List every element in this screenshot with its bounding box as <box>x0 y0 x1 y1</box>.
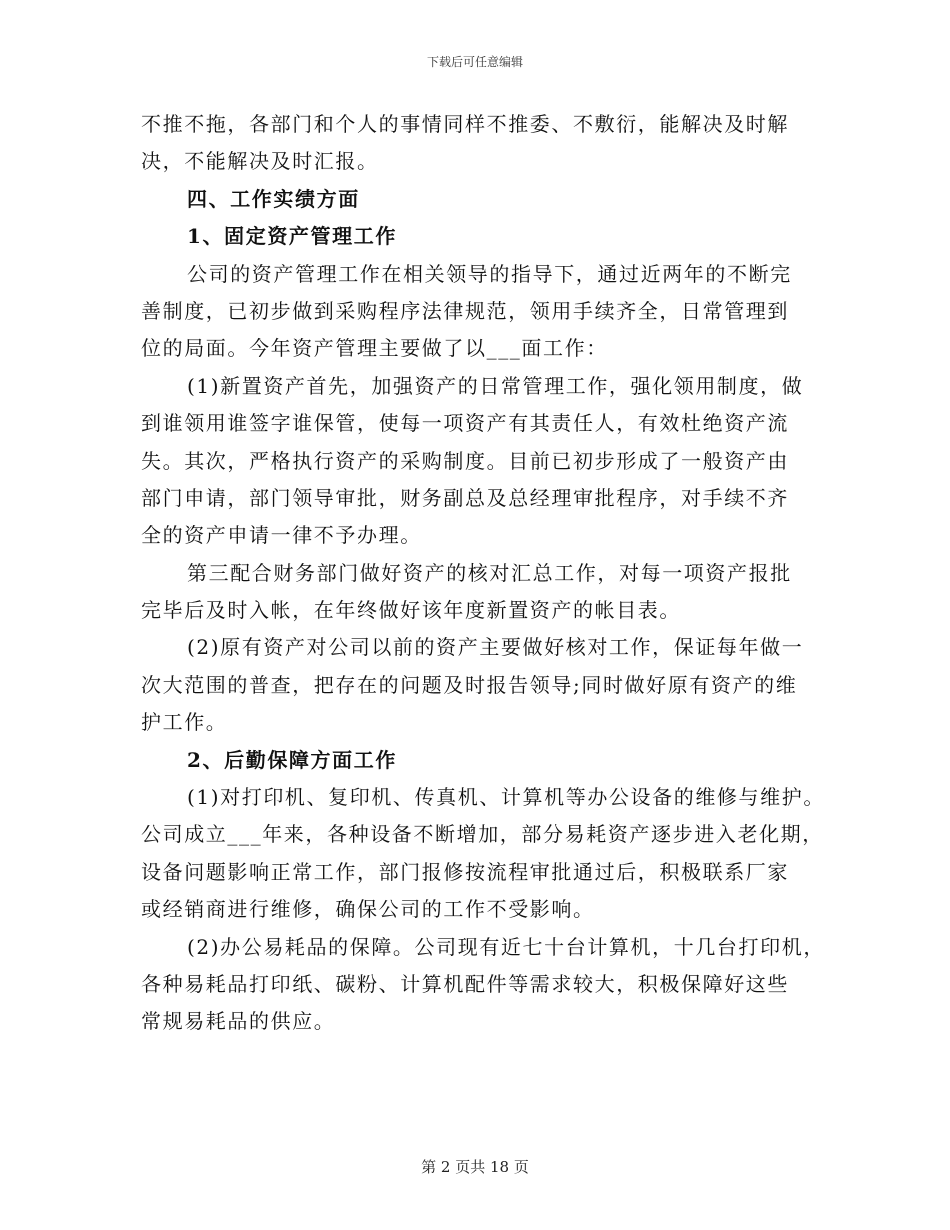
body-line: 失。其次，严格执行资产的采购制度。目前已初步形成了一般资产由 <box>141 448 789 473</box>
subsection-heading: 2、后勤保障方面工作 <box>187 747 397 772</box>
body-line: (2)办公易耗品的保障。公司现有近七十台计算机，十几台打印机， <box>187 934 825 959</box>
body-line: 决，不能解决及时汇报。 <box>141 149 379 174</box>
body-line: 次大范围的普查，把存在的问题及时报告领导;同时做好原有资产的维 <box>141 672 798 697</box>
body-line: 常规易耗品的供应。 <box>141 1009 336 1034</box>
body-line: 公司的资产管理工作在相关领导的指导下，通过近两年的不断完 <box>187 261 792 286</box>
body-line: 部门申请，部门领导审批，财务副总及总经理审批程序，对手续不齐 <box>141 485 789 510</box>
body-line: 公司成立___年来，各种设备不断增加，部分易耗资产逐步进入老化期， <box>141 822 824 847</box>
body-line: (2)原有资产对公司以前的资产主要做好核对工作，保证每年做一 <box>187 635 804 660</box>
body-line: (1)新置资产首先，加强资产的日常管理工作，强化领用制度，做 <box>187 373 804 398</box>
body-line: 不推不拖，各部门和个人的事情同样不推委、不敷衍，能解决及时解 <box>141 112 789 136</box>
body-line: 善制度，已初步做到采购程序法律规范，领用手续齐全，日常管理到 <box>141 298 789 323</box>
body-line: (1)对打印机、复印机、传真机、计算机等办公设备的维修与维护。 <box>187 785 825 810</box>
body-line: 设备问题影响正常工作，部门报修按流程审批通过后，积极联系厂家 <box>141 859 789 884</box>
subsection-heading: 1、固定资产管理工作 <box>187 224 397 249</box>
body-line: 护工作。 <box>141 710 228 735</box>
document-body <box>141 106 831 1041</box>
page-footer: 第 2 页共 18 页 <box>421 1158 529 1176</box>
body-line: 第三配合财务部门做好资产的核对汇总工作，对每一项资产报批 <box>187 560 792 585</box>
page-header: 下载后可任意编辑 <box>426 55 523 69</box>
body-line: 完毕后及时入帐，在年终做好该年度新置资产的帐目表。 <box>141 598 681 623</box>
section-heading: 四、工作实绩方面 <box>187 186 360 211</box>
body-line: 各种易耗品打印纸、碳粉、计算机配件等需求较大，积极保障好这些 <box>141 971 789 996</box>
body-line: 或经销商进行维修，确保公司的工作不受影响。 <box>141 897 595 922</box>
body-line: 位的局面。今年资产管理主要做了以___面工作： <box>141 336 608 361</box>
body-line: 全的资产申请一律不予办理。 <box>141 523 422 548</box>
body-line: 到谁领用谁签字谁保管，使每一项资产有其责任人，有效杜绝资产流 <box>141 411 789 436</box>
